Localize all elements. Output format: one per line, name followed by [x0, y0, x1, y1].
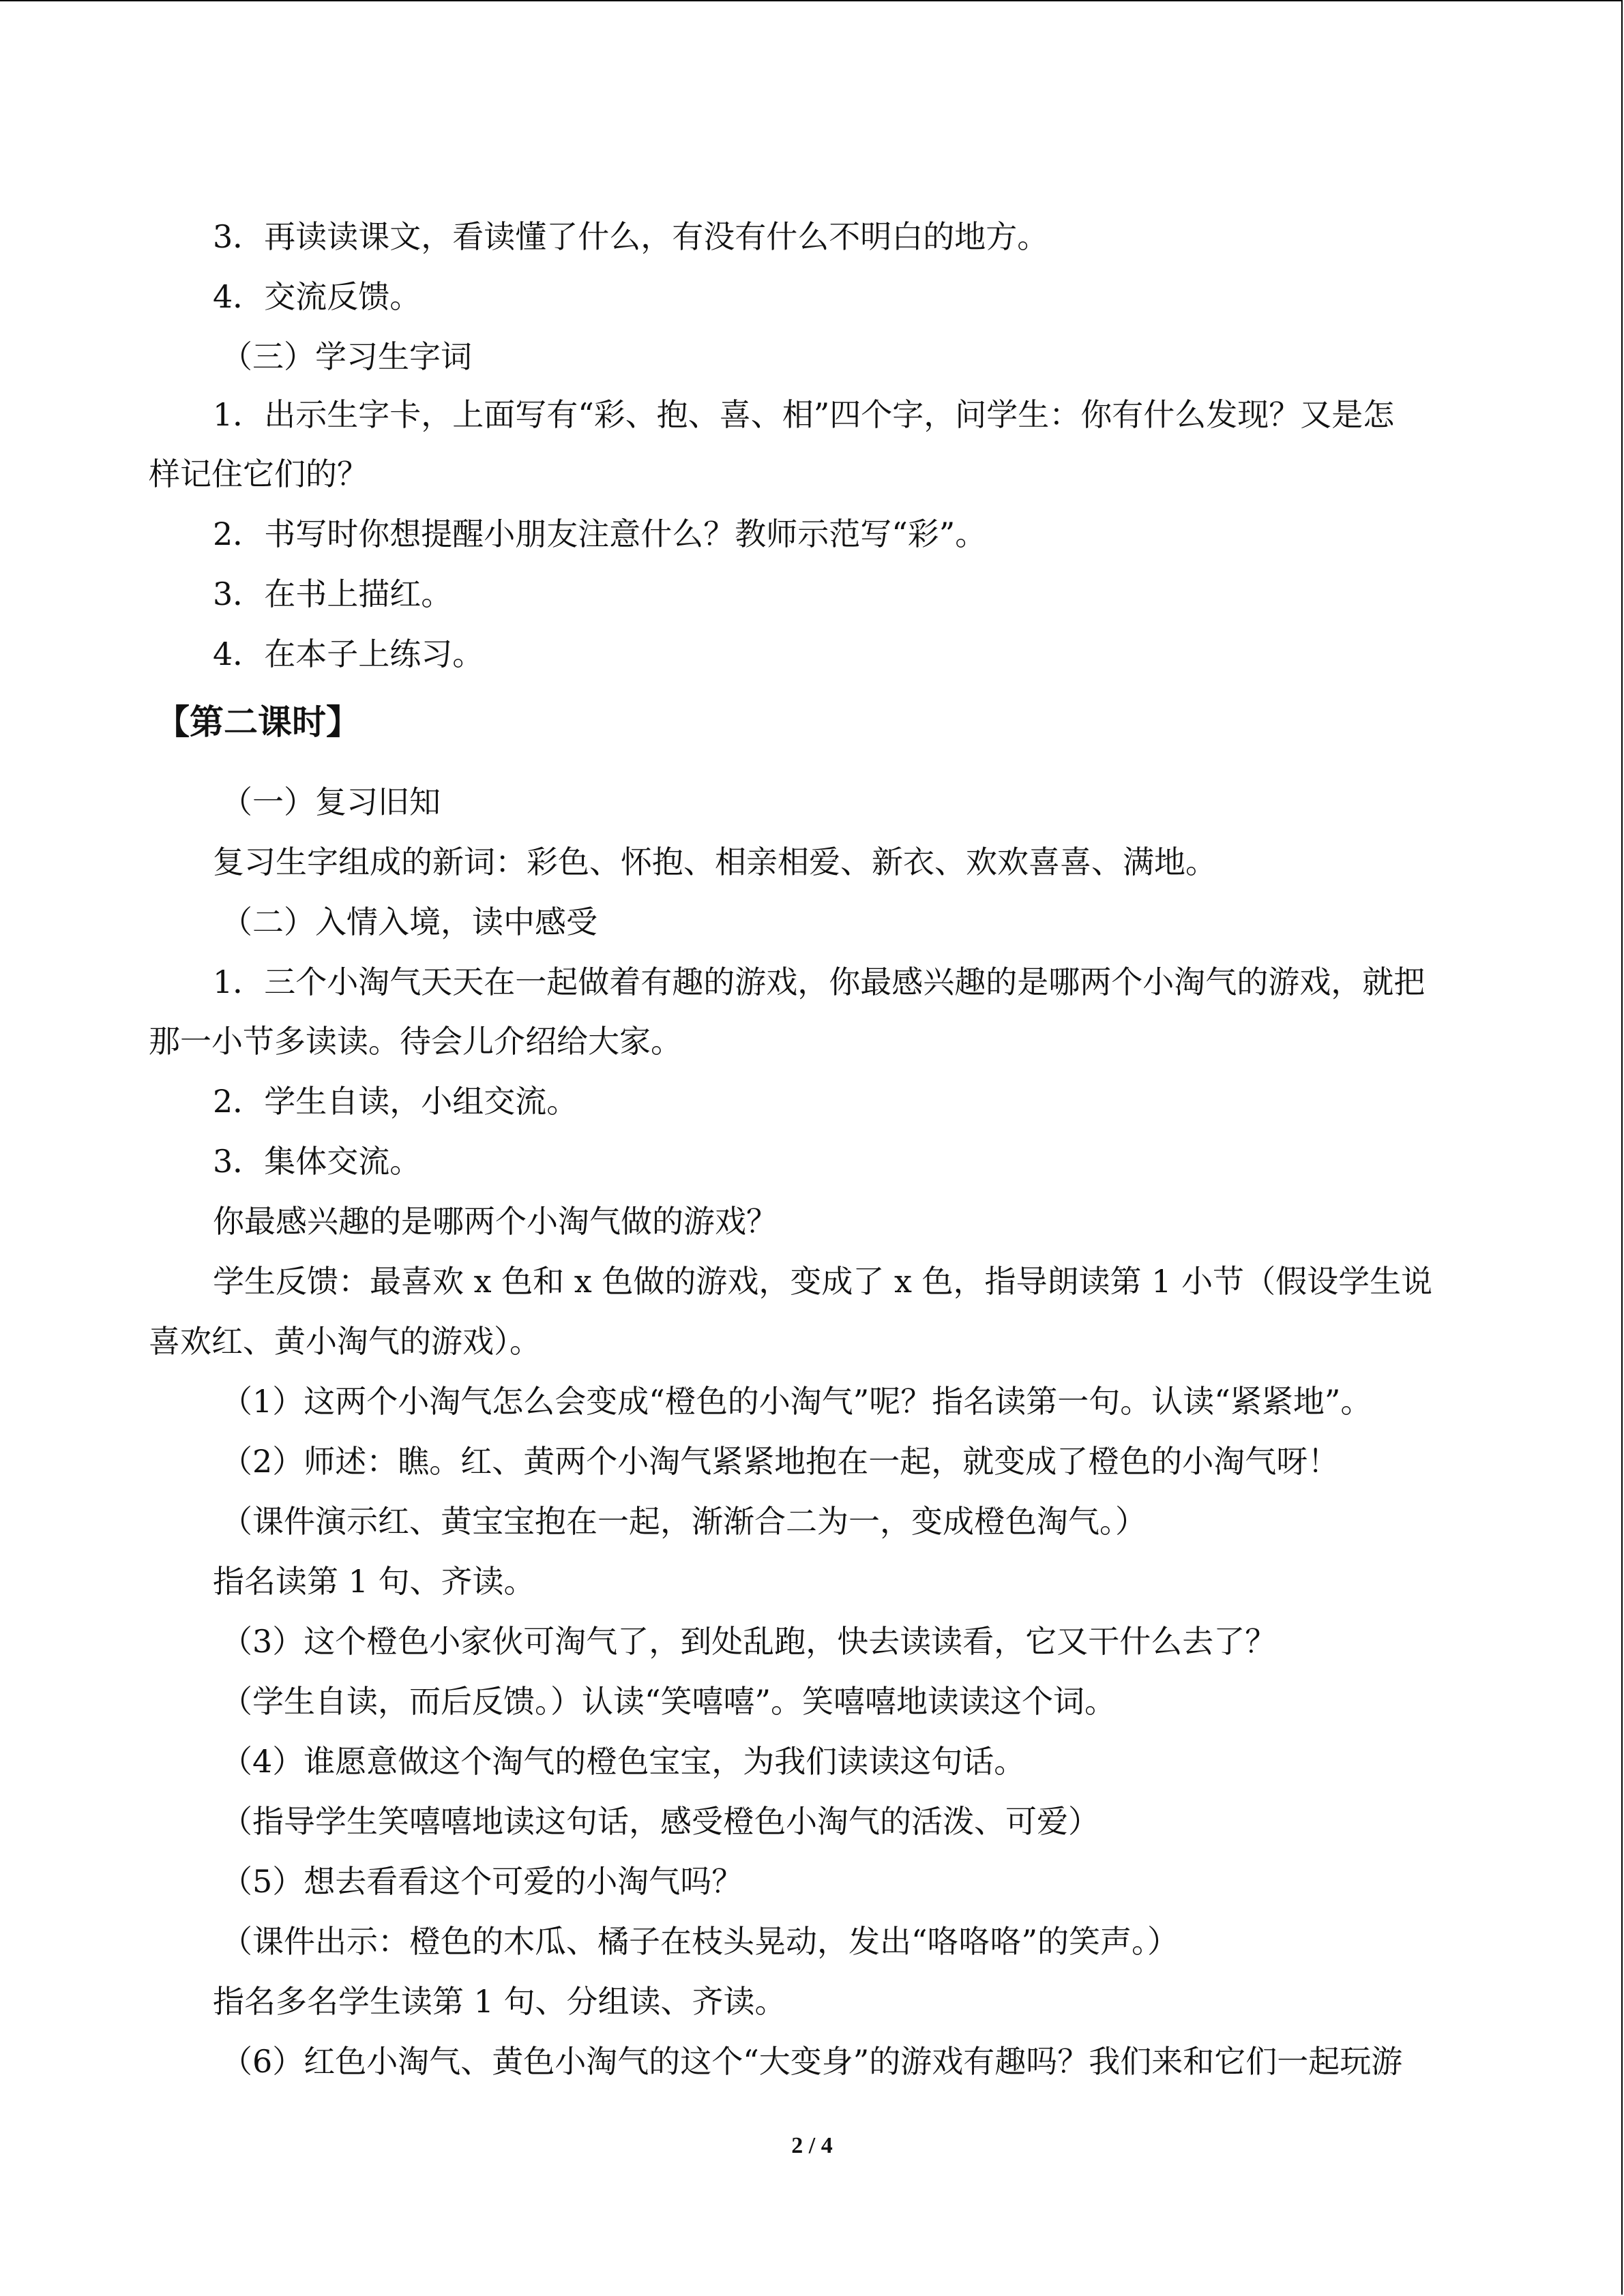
paragraph-line: （1）这两个小淘气怎么会变成“橙色的小淘气”呢？指名读第一句。认读“紧紧地”。	[221, 1383, 1372, 1420]
lesson-heading: 【第二课时】	[156, 702, 360, 742]
paragraph-line: 3．在书上描红。	[213, 576, 453, 612]
section-heading: （一）复习旧知	[221, 784, 441, 820]
paragraph-line: 样记住它们的？	[149, 456, 368, 492]
paragraph-line: 那一小节多读读。待会儿介绍给大家。	[149, 1023, 682, 1060]
paragraph-line: （4）谁愿意做这个淘气的橙色宝宝，为我们读读这句话。	[221, 1743, 1026, 1780]
paragraph-line: （课件出示：橙色的木瓜、橘子在枝头晃动，发出“咯咯咯”的笑声。）	[221, 1923, 1179, 1960]
paragraph-line: 2．学生自读，小组交流。	[213, 1083, 578, 1120]
paragraph-line: 学生反馈：最喜欢 x 色和 x 色做的游戏，变成了 x 色，指导朗读第 1 小节（假设学生说	[213, 1263, 1433, 1300]
section-heading: （二）入情入境，读中感受	[221, 904, 597, 940]
paragraph-line: 喜欢红、黄小淘气的游戏）。	[149, 1323, 541, 1360]
section-heading: （三）学习生字词	[221, 338, 472, 375]
paragraph-line: （2）师述：瞧。红、黄两个小淘气紧紧地抱在一起，就变成了橙色的小淘气呀！	[221, 1443, 1340, 1480]
paragraph-line: （6）红色小淘气、黄色小淘气的这个“大变身”的游戏有趣吗？我们来和它们一起玩游	[221, 2043, 1403, 2080]
paragraph-line: 3．再读读课文，看读懂了什么，有没有什么不明白的地方。	[213, 218, 1049, 255]
paragraph-line: 复习生字组成的新词：彩色、怀抱、相亲相爱、新衣、欢欢喜喜、满地。	[213, 844, 1217, 880]
paragraph-line: 你最感兴趣的是哪两个小淘气做的游戏？	[213, 1203, 778, 1240]
paragraph-line: （课件演示红、黄宝宝抱在一起，渐渐合二为一，变成橙色淘气。）	[221, 1503, 1147, 1540]
paragraph-line: （3）这个橙色小家伙可淘气了，到处乱跑，快去读读看，它又干什么去了？	[221, 1623, 1277, 1660]
paragraph-line: 指名多名学生读第 1 句、分组读、齐读。	[213, 1983, 786, 2020]
paragraph-line: 4．在本子上练习。	[213, 636, 484, 672]
paragraph-line: 1．出示生字卡，上面写有“彩、抱、喜、相”四个字，问学生：你有什么发现？又是怎	[213, 396, 1395, 433]
paragraph-line: （5）想去看看这个可爱的小淘气吗？	[221, 1863, 743, 1900]
paragraph-line: 指名读第 1 句、齐读。	[213, 1563, 535, 1600]
page-number: 2 / 4	[791, 2133, 833, 2158]
paragraph-line: 1．三个小淘气天天在一起做着有趣的游戏，你最感兴趣的是哪两个小淘气的游戏，就把	[213, 964, 1426, 1000]
paragraph-line: （指导学生笑嘻嘻地读这句话，感受橙色小淘气的活泼、可爱）	[221, 1803, 1099, 1840]
paragraph-line: 3．集体交流。	[213, 1143, 422, 1180]
paragraph-line: 2．书写时你想提醒小朋友注意什么？教师示范写“彩”。	[213, 516, 987, 552]
paragraph-line: （学生自读，而后反馈。）认读“笑嘻嘻”。笑嘻嘻地读读这个词。	[221, 1683, 1117, 1720]
paragraph-line: 4．交流反馈。	[213, 278, 422, 315]
